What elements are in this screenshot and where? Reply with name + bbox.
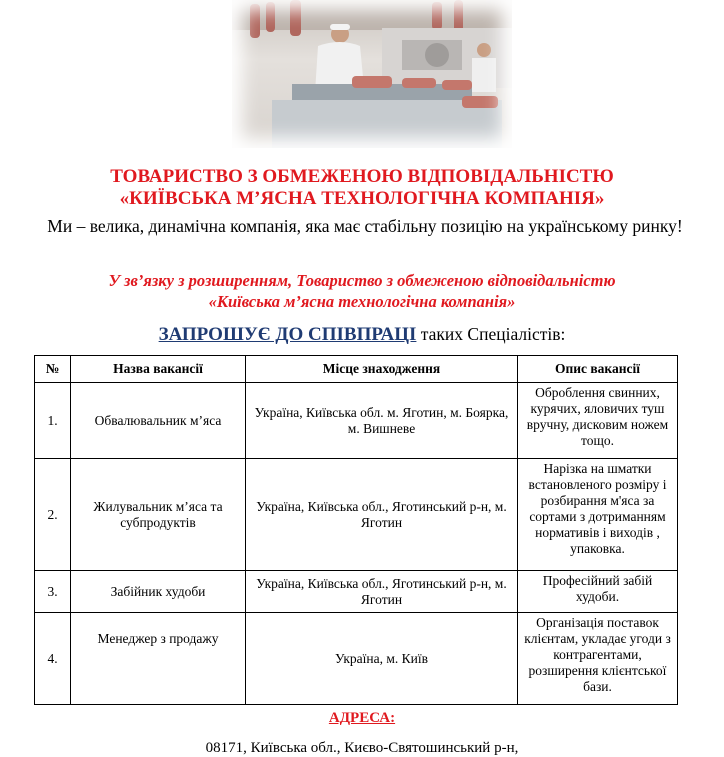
expansion-text-line2: «Київська м’ясна технологічна компанія» — [208, 292, 516, 311]
table-header-row — [35, 356, 678, 383]
vacancy-description: Оброблення свинних, курячих, яловичих туш вручну, дисковим ножем тощо. — [518, 383, 678, 459]
vacancy-description: Професійний забій худоби. — [518, 571, 678, 613]
invite-heading — [0, 322, 724, 347]
vacancy-description: Організація поставок клієнтам, укладає угоди з контрагентами, розширення клієнтської бази. — [518, 613, 678, 705]
vacancy-description: Нарізка на шматки встановленого розміру і розбирання м'яса за сортами з дотриманням нормативів і виходів , упаковка. — [518, 459, 678, 571]
address-line: 08171, Київська обл., Києво-Святошинський р-н, — [205, 740, 519, 756]
vacancy-title: Жилувальник м’яса та субпродуктів — [71, 459, 246, 571]
row-number: 4. — [35, 613, 71, 705]
factory-illustration — [232, 0, 512, 148]
expansion-text-line1: У зв’язку з розширенням, Товариство з обмеженою відповідальністю — [108, 271, 616, 290]
company-name-line1: ТОВАРИСТВО З ОБМЕЖЕНОЮ ВІДПОВІДАЛЬНІСТЮ — [110, 166, 614, 187]
column-header-number: № — [35, 356, 71, 383]
invite-strong: ЗАПРОШУЄ ДО СПІВПРАЦІ — [158, 324, 417, 345]
meat-processing-photo — [232, 0, 512, 148]
invite-rest: таких Спеціалістів: — [416, 324, 566, 344]
row-number: 2. — [35, 459, 71, 571]
column-header-location: Місце знаходження — [246, 356, 518, 383]
address-heading: АДРЕСА: — [328, 710, 396, 726]
row-number: 3. — [35, 571, 71, 613]
table-row — [35, 613, 678, 705]
vacancy-location: Україна, Київська обл., Яготинський р-н, м. Яготин — [246, 459, 518, 571]
table-row — [35, 571, 678, 613]
table-row — [35, 383, 678, 459]
row-number: 1. — [35, 383, 71, 459]
vacancies-table — [34, 355, 678, 705]
vacancy-title: Забійник худоби — [71, 571, 246, 613]
vacancy-location: Україна, Київська обл., Яготинський р-н, м. Яготин — [246, 571, 518, 613]
vacancy-title: Менеджер з продажу — [71, 613, 246, 705]
vacancy-location: Україна, м. Київ — [246, 613, 518, 705]
vacancy-location: Україна, Київська обл. м. Яготин, м. Боярка, м. Вишневе — [246, 383, 518, 459]
column-header-description: Опис вакансії — [518, 356, 678, 383]
table-row — [35, 459, 678, 571]
vacancy-title: Обвалювальник м’яса — [71, 383, 246, 459]
company-name-line2: «КИЇВСЬКА М’ЯСНА ТЕХНОЛОГІЧНА КОМПАНІЯ» — [119, 188, 605, 209]
column-header-title: Назва вакансії — [71, 356, 246, 383]
intro-text: Ми – велика, динамічна компанія, яка має стабільну позицію на українському ринку! — [47, 216, 683, 236]
